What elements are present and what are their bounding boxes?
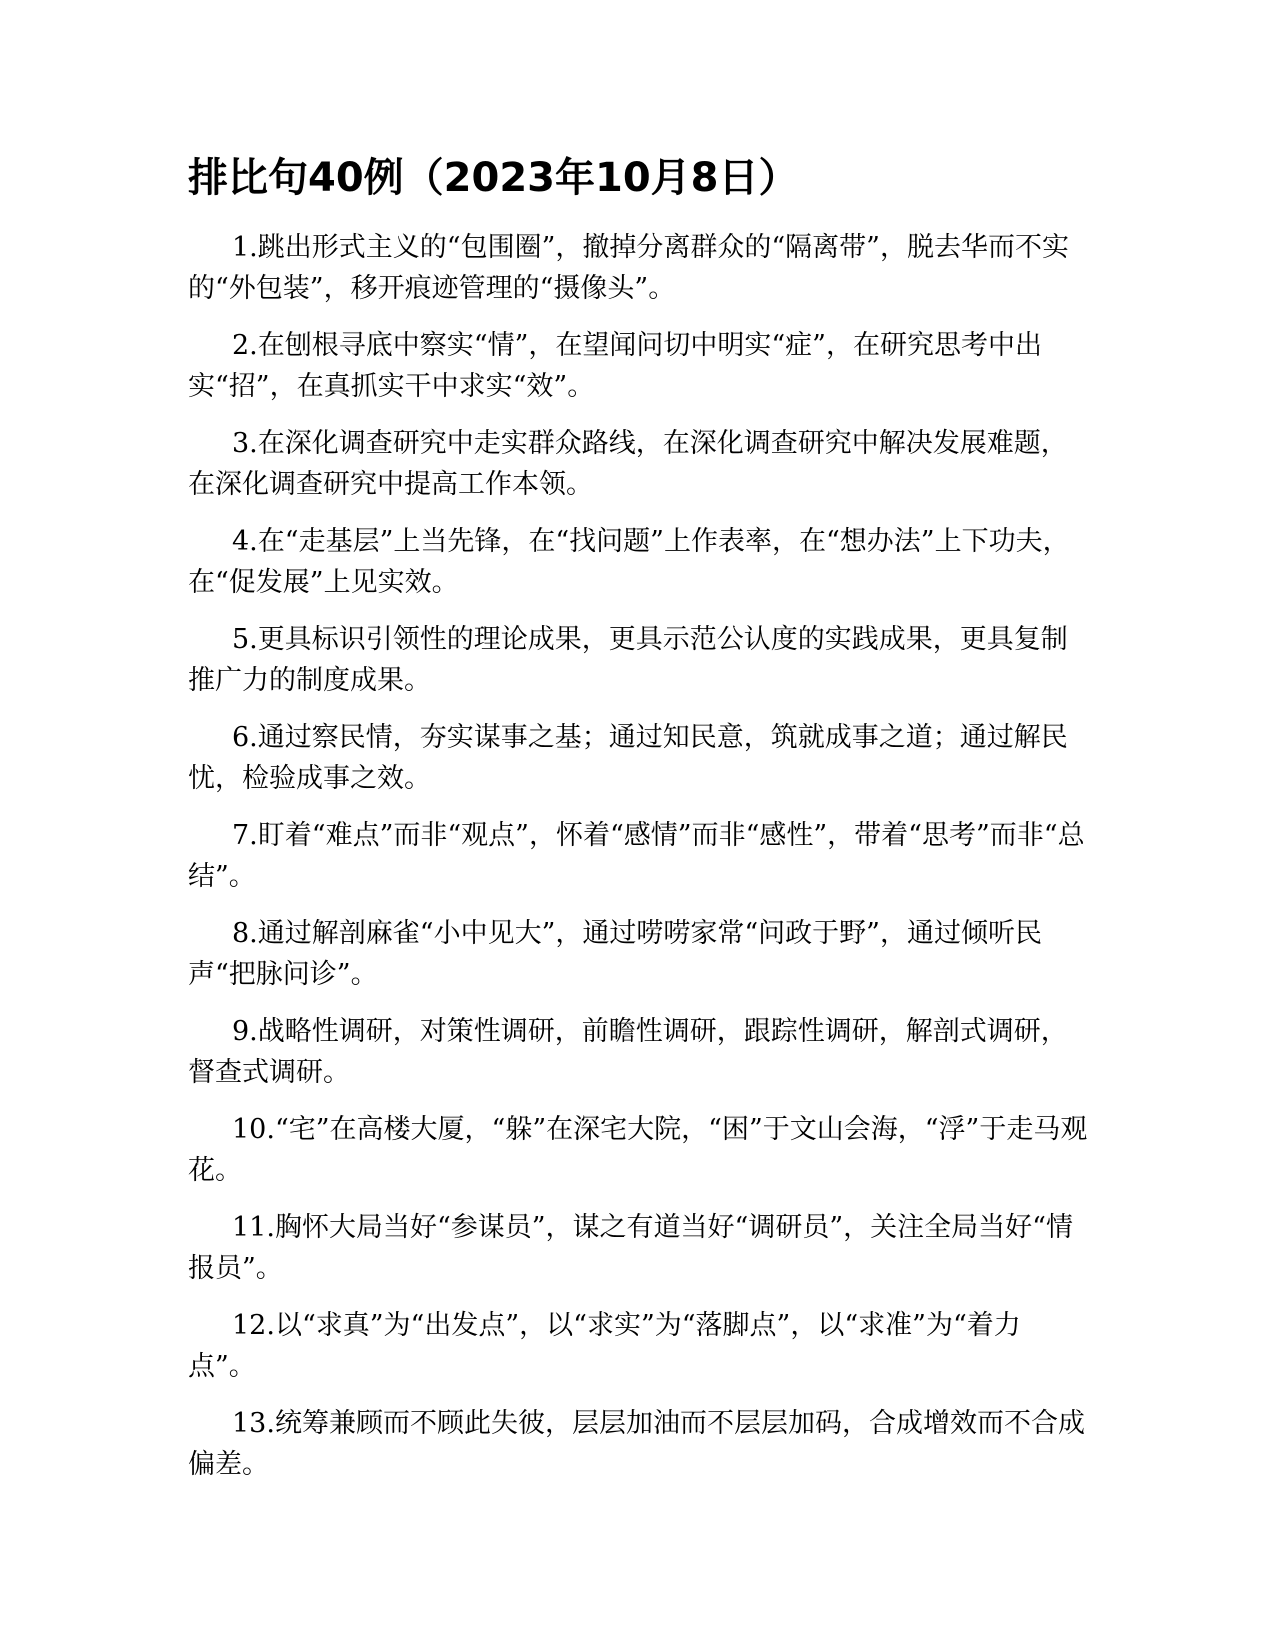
list-item: 3.在深化调查研究中走实群众路线，在深化调查研究中解决发展难题，在深化调查研究中提高工作本领。 — [188, 428, 1068, 500]
list-item: 13.统筹兼顾而不顾此失彼，层层加油而不层层加码，合成增效而不合成偏差。 — [188, 1408, 1085, 1480]
list-item: 6.通过察民情，夯实谋事之基；通过知民意，筑就成事之道；通过解民忧，检验成事之效。 — [188, 722, 1068, 794]
list-item: 1.跳出形式主义的“包围圈”，撤掉分离群众的“隔离带”，脱去华而不实的“外包装”，移开痕迹管理的“摄像头”。 — [188, 232, 1069, 304]
list-item: 11.胸怀大局当好“参谋员”，谋之有道当好“调研员”，关注全局当好“情报员”。 — [188, 1212, 1073, 1284]
list-item: 12.以“求真”为“出发点”，以“求实”为“落脚点”，以“求准”为“着力点”。 — [188, 1310, 1021, 1382]
list-item: 10.“宅”在高楼大厦，“躲”在深宅大院，“困”于文山会海，“浮”于走马观花。 — [188, 1114, 1088, 1186]
example-list — [188, 227, 1088, 1501]
list-item: 8.通过解剖麻雀“小中见大”，通过唠唠家常“问政于野”，通过倾听民声“把脉问诊”。 — [188, 918, 1042, 990]
list-item: 5.更具标识引领性的理论成果，更具示范公认度的实践成果，更具复制推广力的制度成果。 — [188, 624, 1068, 696]
list-item: 7.盯着“难点”而非“观点”，怀着“感情”而非“感性”，带着“思考”而非“总结”。 — [188, 820, 1085, 892]
list-item: 2.在刨根寻底中察实“情”，在望闻问切中明实“症”，在研究思考中出实“招”，在真抓实干中求实“效”。 — [188, 330, 1042, 402]
list-item: 9.战略性调研，对策性调研，前瞻性调研，跟踪性调研，解剖式调研，督查式调研。 — [188, 1016, 1068, 1088]
list-item: 4.在“走基层”上当先锋，在“找问题”上作表率，在“想办法”上下功夫，在“促发展”上见实效。 — [188, 526, 1070, 598]
page-title: 排比句40例（2023年10月8日） — [188, 155, 799, 201]
